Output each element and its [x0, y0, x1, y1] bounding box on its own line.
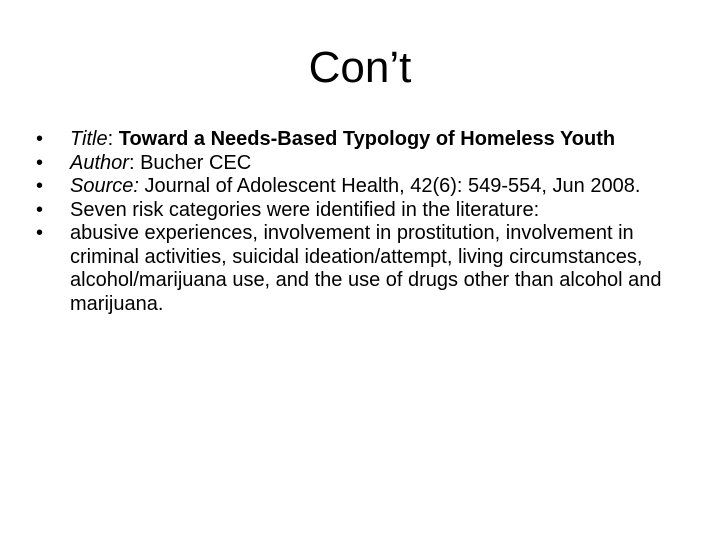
bullet-icon: • [36, 128, 44, 150]
source-label: Source: [70, 175, 139, 197]
bullet-source [36, 175, 686, 199]
bullet-risk-categories [36, 222, 686, 316]
bullet-title [36, 128, 686, 152]
risk-categories-text: abusive experiences, involvement in prostitution, involvement in criminal activities, suicidal ideation/attempt, living circumstances, alcohol/marijuana use, and the use of drugs other than alcohol and marijuana. [70, 222, 662, 315]
bullet-risk-intro [36, 199, 686, 223]
risk-intro-text: Seven risk categories were identified in the literature: [70, 198, 540, 221]
paper-author: Bucher CEC [140, 151, 252, 174]
title-label: Title [70, 128, 108, 150]
author-separator: : [128, 151, 141, 174]
paper-source: Journal of Adolescent Health, 42(6): 549-554, Jun 2008. [144, 175, 641, 197]
bullet-icon: • [36, 222, 44, 244]
bullet-icon: • [36, 151, 44, 174]
bullet-icon: • [36, 175, 44, 197]
title-separator: : [107, 128, 119, 150]
bullet-list [36, 128, 686, 316]
author-label: Author [70, 151, 129, 174]
bullet-icon: • [36, 198, 44, 221]
paper-title: Toward a Needs-Based Typology of Homeless Youth [118, 128, 616, 150]
bullet-author [36, 152, 686, 176]
slide-title: Con’t [308, 43, 412, 92]
